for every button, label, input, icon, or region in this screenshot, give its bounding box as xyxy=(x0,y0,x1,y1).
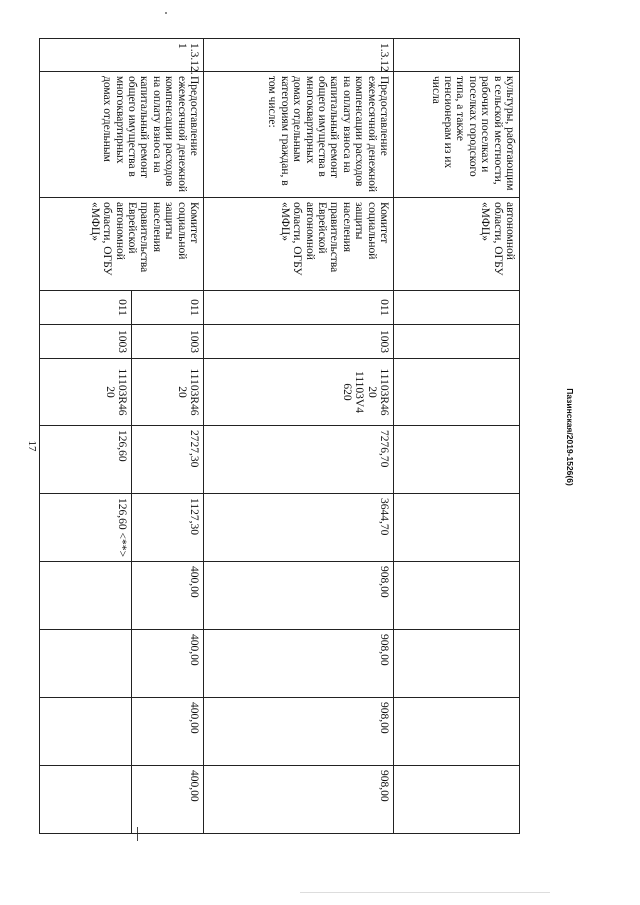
year-2024-cell xyxy=(40,766,132,834)
year-2021-cell xyxy=(394,562,520,630)
year-2021-cell xyxy=(40,562,132,630)
year-2021-cell: 908,00 xyxy=(204,562,394,630)
table-row xyxy=(132,39,204,834)
year-2020-cell: 126,60 <**> xyxy=(40,494,132,562)
year-2023-cell xyxy=(40,698,132,766)
grbs-cell: 011 xyxy=(40,291,132,325)
row-name: культуры, работающим в сельской местности, рабочих поселках и поселках городского типа, а также пенсионерам из их числа xyxy=(394,72,520,198)
year-2024-cell: 400,00 xyxy=(132,766,204,834)
page-number: 17 xyxy=(26,440,38,452)
year-2022-cell: 400,00 xyxy=(132,630,204,698)
year-2024-cell xyxy=(394,766,520,834)
year-2022-cell xyxy=(394,630,520,698)
csr-cell xyxy=(394,359,520,426)
row-number xyxy=(394,39,520,72)
csr-code-2: 11103V4 620 xyxy=(340,371,366,413)
rotated-table-wrapper xyxy=(40,38,520,833)
year-2023-cell xyxy=(394,698,520,766)
year-2020-cell: 1127,30 xyxy=(132,494,204,562)
csr-cell: 11103R46 20 xyxy=(132,359,204,426)
grbs-cell: 011 xyxy=(204,291,394,325)
year-2023-cell: 908,00 xyxy=(204,698,394,766)
year-2022-cell xyxy=(40,630,132,698)
year-2022-cell: 908,00 xyxy=(204,630,394,698)
row-name: Предоставление ежемесячной денежной компенсации расходов на оплату взноса на капитальный ремонт общего имущества в многоквартирных домах отдельным категориям граждан, в том числе: xyxy=(204,72,394,198)
csr-code: 11103R46 20 xyxy=(365,368,390,416)
table-row xyxy=(204,39,394,834)
year-2021-cell: 400,00 xyxy=(132,562,204,630)
total-cell: 7276,70 xyxy=(204,426,394,494)
year-2024-cell: 908,00 xyxy=(204,766,394,834)
year-2020-cell xyxy=(394,494,520,562)
row-executor: автономной области, ОГБУ «МФЦ» xyxy=(394,198,520,291)
total-cell: 2727,30 xyxy=(132,426,204,494)
grbs-cell xyxy=(394,291,520,325)
row-name: Предоставление ежемесячной денежной компенсации расходов на оплату взноса на капитальный ремонт общего имущества в многоквартирных домах отдельным xyxy=(40,72,204,198)
rz-cell: 1003 xyxy=(204,325,394,359)
csr-cell: 11103R46 20 xyxy=(40,359,132,426)
year-2020-cell: 3644,70 xyxy=(204,494,394,562)
row-executor: Комитет социальной защиты населения правительства Еврейской автономной области, ОГБУ «МФЦ» xyxy=(204,198,394,291)
budget-table xyxy=(39,38,520,834)
scan-edge-line xyxy=(300,892,550,893)
year-2023-cell: 400,00 xyxy=(132,698,204,766)
total-cell: 126,60 xyxy=(40,426,132,494)
row-number: 1.3.12 xyxy=(204,39,394,72)
row-number: 1.3.12. 1 xyxy=(40,39,204,72)
grbs-cell: 011 xyxy=(132,291,204,325)
rz-cell: 1003 xyxy=(132,325,204,359)
scan-dot xyxy=(165,12,167,14)
total-cell xyxy=(394,426,520,494)
document-code: Пазинская/2019-1526(6) xyxy=(565,388,575,486)
rz-cell: 1003 xyxy=(40,325,132,359)
row-executor: Комитет социальной защиты населения правительства Еврейской автономной области, ОГБУ «МФЦ» xyxy=(40,198,204,291)
csr-cell xyxy=(204,359,394,426)
rz-cell xyxy=(394,325,520,359)
table-row xyxy=(394,39,520,834)
